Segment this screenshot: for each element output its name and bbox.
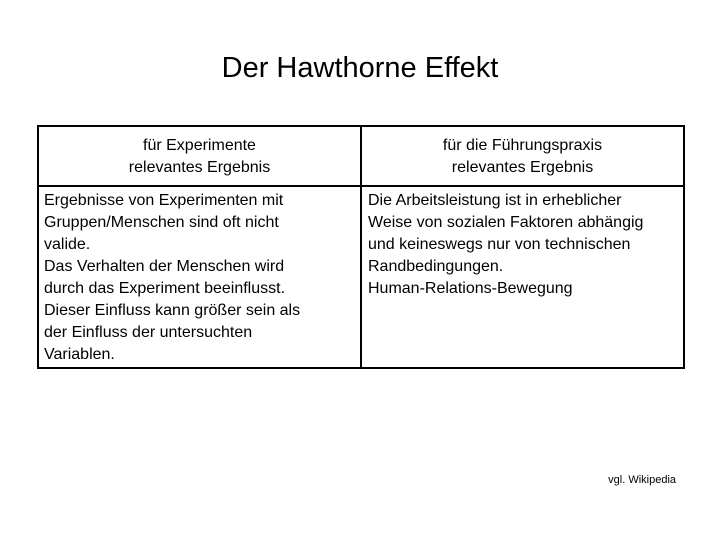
header-line: relevantes Ergebnis [128, 159, 271, 176]
paragraph [368, 190, 680, 278]
text-line: durch das Experiment beeinflusst. [44, 280, 286, 297]
paragraph [44, 190, 354, 256]
header-cell-leadership-practice [362, 129, 683, 185]
header-line: für die Führungspraxis [442, 137, 603, 154]
header-cell-experiments [39, 129, 360, 185]
text-line: valide. [44, 236, 91, 253]
header-divider [39, 185, 683, 187]
body-cell-experiments [44, 190, 354, 366]
text-line: der Einfluss der untersuchten [44, 324, 253, 341]
header-line: für Experimente [143, 137, 256, 154]
text-line: Human-Relations-Bewegung [368, 280, 573, 297]
slide-title: Der Hawthorne Effekt [221, 52, 499, 84]
body-cell-leadership-practice [368, 190, 680, 300]
text-line: und keineswegs nur von technischen [368, 236, 631, 253]
source-note: vgl. Wikipedia [608, 474, 676, 486]
text-line: Die Arbeitsleistung ist in erheblicher [368, 192, 622, 209]
text-line: Randbedingungen. [368, 258, 504, 275]
text-line: Gruppen/Menschen sind oft nicht [44, 214, 279, 231]
text-line: Variablen. [44, 346, 115, 363]
text-line: Weise von sozialen Faktoren abhängig [368, 214, 644, 231]
header-line: relevantes Ergebnis [451, 159, 594, 176]
text-line: Dieser Einfluss kann größer sein als [44, 302, 301, 319]
text-line: Das Verhalten der Menschen wird [44, 258, 285, 275]
paragraph [368, 278, 680, 300]
text-line: Ergebnisse von Experimenten mit [44, 192, 284, 209]
comparison-table [37, 125, 685, 369]
paragraph [44, 256, 354, 366]
